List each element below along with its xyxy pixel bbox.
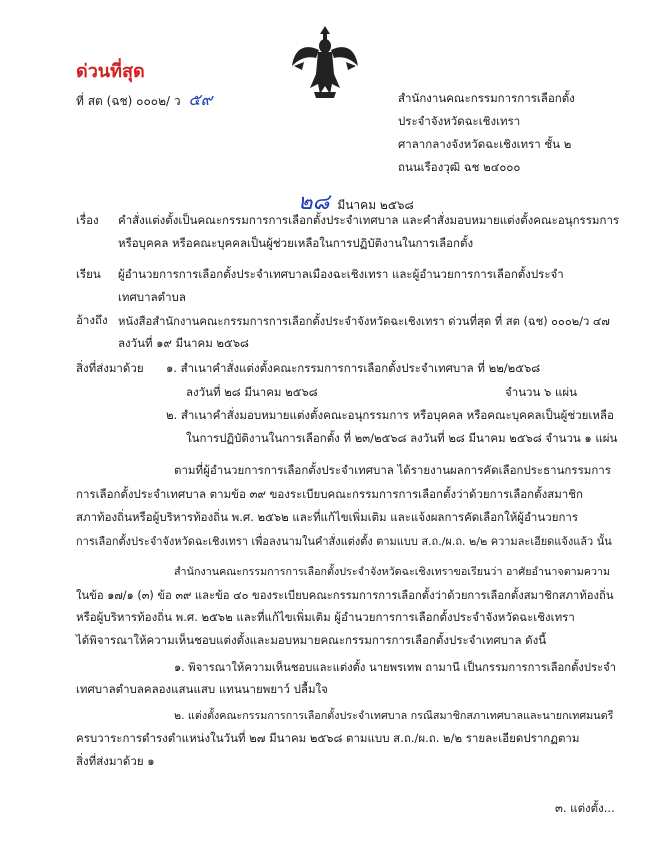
date-day-handwritten: ๒๘ xyxy=(298,190,330,215)
enclosure-1-line-2: ลงวันที่ ๒๘ มีนาคม ๒๕๖๘ xyxy=(186,385,318,399)
paragraph-1-line-4: การเลือกตั้งประจำจังหวัดฉะเชิงเทรา เพื่อลงนามในคำสั่งแต่งตั้ง ตามแบบ ส.ถ./ผ.ถ. ๒/๒ ความละเอียดแจ้งแล้ว นั้น xyxy=(76,535,612,548)
address-line-2: ประจำจังหวัดฉะเชิงเทรา xyxy=(398,114,521,128)
enclosure-1-line-1: ๑. สำเนาคำสั่งแต่งตั้งคณะกรรมการการเลือกตั้งประจำเทศบาล ที่ ๒๒/๒๕๖๘ xyxy=(166,361,541,375)
garuda-emblem-icon xyxy=(290,22,360,102)
subject-label: เรื่อง xyxy=(76,213,99,227)
urgent-label: ด่วนที่สุด xyxy=(76,61,145,82)
subject-line-1: คำสั่งแต่งตั้งเป็นคณะกรรมการการเลือกตั้งประจำเทศบาล และคำสั่งมอบหมายแต่งตั้งคณะอนุกรรมการ xyxy=(118,213,620,227)
paragraph-2-line-3: หรือผู้บริหารท้องถิ่น พ.ศ. ๒๕๖๒ และที่แก้ไขเพิ่มเติม ผู้อำนวยการการเลือกตั้งประจำจังหวัดฉะเชิงเทรา xyxy=(76,610,575,624)
enclosure-2-line-2: ในการปฏิบัติงานในการเลือกตั้ง ที่ ๒๓/๒๕๖๘ ลงวันที่ ๒๘ มีนาคม ๒๕๖๘ จำนวน ๑ แผ่น xyxy=(186,431,618,445)
reference-number-handwritten: ๕๙ xyxy=(188,90,213,109)
subject-line-2: หรือบุคคล หรือคณะบุคคลเป็นผู้ช่วยเหลือในการปฏิบัติงานในการเลือกตั้ง xyxy=(118,236,474,250)
to-label: เรียน xyxy=(76,267,101,281)
paragraph-1-line-1: ตามที่ผู้อำนวยการการเลือกตั้งประจำเทศบาล ได้รายงานผลการคัดเลือกประธานกรรมการ xyxy=(174,463,611,477)
reference-label: อ้างถึง xyxy=(76,313,108,327)
paragraph-2-line-4: ได้พิจารณาให้ความเห็นชอบแต่งตั้งและมอบหมายคณะกรรมการการเลือกตั้งประจำเทศบาล ดังนี้ xyxy=(76,633,547,647)
enclosure-2-line-1: ๒. สำเนาคำสั่งมอบหมายแต่งตั้งคณะอนุกรรมการ หรือบุคคล หรือคณะบุคคลเป็นผู้ช่วยเหลือ xyxy=(166,408,614,422)
reference-number xyxy=(76,88,212,113)
to-line-2: เทศบาลตำบล xyxy=(118,290,186,304)
address-line-4: ถนนเรืองวุฒิ ฉช ๒๔๐๐๐ xyxy=(398,160,521,174)
to-line-1: ผู้อำนวยการการเลือกตั้งประจำเทศบาลเมืองฉะเชิงเทรา และผู้อำนวยการการเลือกตั้งประจำ xyxy=(118,267,564,281)
paragraph-1-line-3: สภาท้องถิ่นหรือผู้บริหารท้องถิ่น พ.ศ. ๒๕๖๒ และที่แก้ไขเพิ่มเติม และแจ้งผลการคัดเลือกให้ผู้อำนวยการ xyxy=(76,510,579,524)
continued-footer: ๓. แต่งตั้ง... xyxy=(555,801,615,815)
paragraph-3-line-1: ๑. พิจารณาให้ความเห็นชอบและแต่งตั้ง นายพรเทพ ถามานี เป็นกรรมการการเลือกตั้งประจำ xyxy=(174,661,617,674)
reference-number-text: ที่ สต (ฉช) ๐๐๐๒/ ว xyxy=(76,94,181,108)
enclosure-1-count: จำนวน ๖ แผ่น xyxy=(505,385,577,399)
paragraph-4-line-2: ครบวาระการดำรงตำแหน่งในวันที่ ๒๗ มีนาคม ๒๕๖๘ ตามแบบ ส.ถ./ผ.ถ. ๒/๒ รายละเอียดปรากฏตาม xyxy=(76,731,580,745)
reference-line-1: หนังสือสำนักงานคณะกรรมการการเลือกตั้งประจำจังหวัดฉะเชิงเทรา ด่วนที่สุด ที่ สต (ฉช) ๐๐๐๒/ว ๔๗ xyxy=(118,315,610,328)
enclosures-label: สิ่งที่ส่งมาด้วย xyxy=(76,361,144,375)
paragraph-3-line-2: เทศบาลตำบลคลองแสนแสบ แทนนายพยาว์ ปลื้มใจ xyxy=(76,682,328,696)
address-line-3: ศาลากลางจังหวัดฉะเชิงเทรา ชั้น ๒ xyxy=(398,137,572,151)
paragraph-4-line-3: สิ่งที่ส่งมาด้วย ๑ xyxy=(76,754,155,768)
paragraph-2-line-1: สำนักงานคณะกรรมการการเลือกตั้งประจำจังหวัดฉะเชิงเทราขอเรียนว่า อาศัยอำนาจตามความ xyxy=(174,565,611,578)
paragraph-4-line-1: ๒. แต่งตั้งคณะกรรมการการเลือกตั้งประจำเทศบาล กรณีสมาชิกสภาเทศบาลและนายกเทศมนตรี xyxy=(174,709,614,722)
date-month-year: มีนาคม ๒๕๖๘ xyxy=(337,198,414,212)
reference-line-2: ลงวันที่ ๑๙ มีนาคม ๒๕๖๘ xyxy=(118,336,249,350)
paragraph-2-line-2: ในข้อ ๑๗/๑ (๓) ข้อ ๓๙ และข้อ ๔๐ ของระเบียบคณะกรรมการการเลือกตั้งว่าด้วยการเลือกตั้งสมาชิกสภาท้องถิ่น xyxy=(76,589,614,602)
paragraph-1-line-2: การเลือกตั้งประจำเทศบาล ตามข้อ ๓๙ ของระเบียบคณะกรรมการการเลือกตั้งว่าด้วยการเลือกตั้งสมาชิก xyxy=(76,487,584,501)
address-line-1: สำนักงานคณะกรรมการการเลือกตั้ง xyxy=(398,91,575,105)
